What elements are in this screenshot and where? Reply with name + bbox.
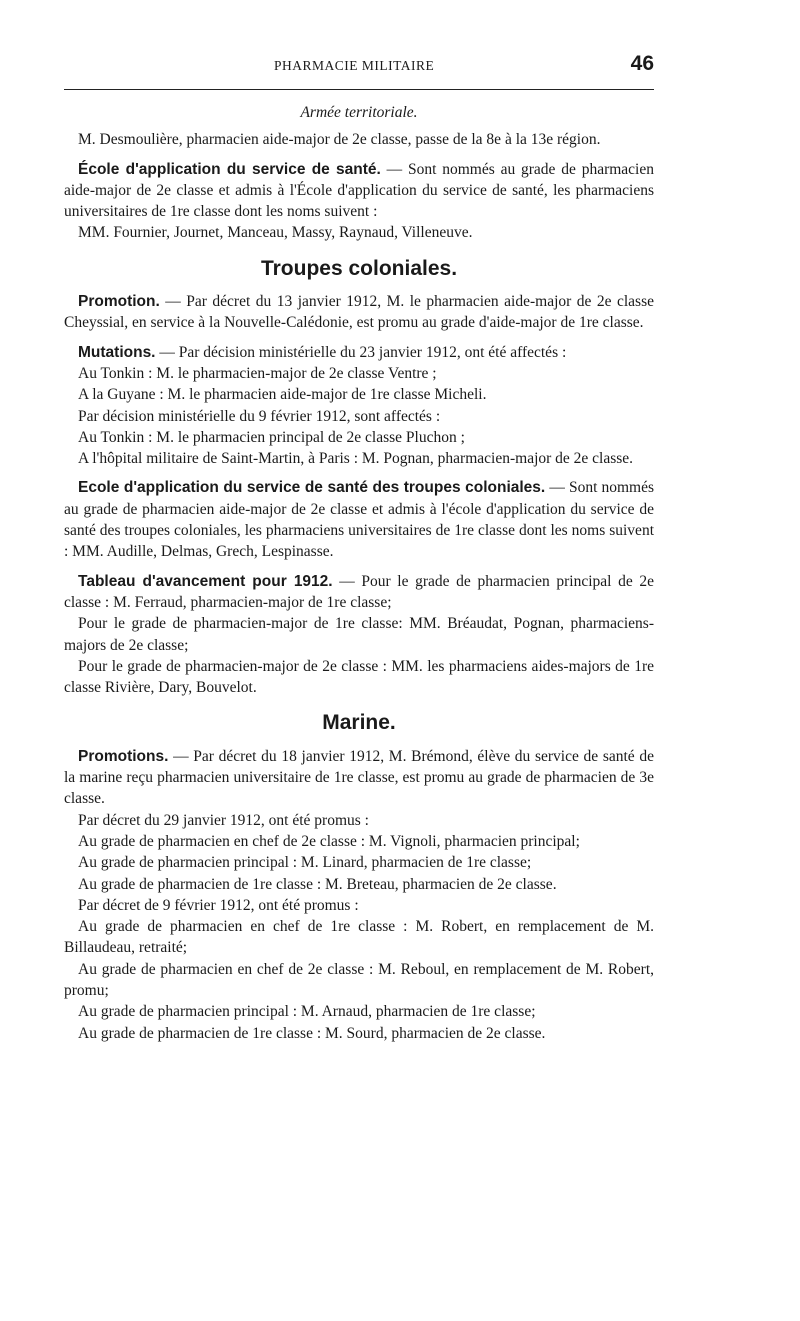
paragraph: École d'application du service de santé. — Sont nommés au grade de pharmacien aide-major de 2e classe et admis à l'École d'application du service de santé, les pharmaciens universitaires de 1re classe dont les noms suivent :: [64, 160, 654, 221]
list-item: Au grade de pharmacien de 1re classe : M. Sourd, pharmacien de 2e classe.: [78, 1024, 546, 1042]
page-body: [64, 100, 654, 1044]
paragraph-heading: Ecole d'application du service de santé des troupes coloniales.: [78, 479, 546, 497]
names-list: MM. Fournier, Journet, Manceau, Massy, Raynaud, Villeneuve.: [78, 224, 473, 242]
paragraph: M. Desmoulière, pharmacien aide-major de 2e classe, passe de la 8e à la 13e région.: [78, 131, 601, 149]
section-title-marine: Marine.: [322, 711, 396, 735]
paragraph-heading: Promotions.: [78, 747, 169, 765]
header-rule: [64, 89, 654, 90]
running-title: PHARMACIE MILITAIRE: [274, 58, 435, 73]
paragraph: Promotion. — Par décret du 13 janvier 1912, M. le pharmacien aide-major de 2e classe Cheyssial, en service à la Nouvelle-Calédonie, est promu au grade d'aide-major de 1re classe.: [64, 293, 654, 332]
list-item: Au grade de pharmacien en chef de 2e classe : M. Reboul, en remplacement de M. Robert, promu;: [64, 960, 654, 999]
list-item: Pour le grade de pharmacien-major de 2e classe : MM. les pharmaciens aides-majors de 1re classe Rivière, Dary, Bouvelot.: [64, 657, 654, 697]
list-item: Par décret du 29 janvier 1912, ont été promus :: [78, 811, 369, 829]
paragraph: Tableau d'avancement pour 1912. — Pour le grade de pharmacien principal de 2e classe : M. Ferraud, pharmacien-major de 1re classe;: [64, 572, 654, 611]
list-item: Au Tonkin : M. le pharmacien-major de 2e classe Ventre ;: [78, 364, 437, 382]
paragraph: Promotions. — Par décret du 18 janvier 1912, M. Brémond, élève du service de santé de la marine reçu pharmacien universitaire de 1re classe, est promu au grade de pharmacien de 3e classe.: [64, 747, 654, 808]
paragraph-heading: École d'application du service de santé.: [78, 160, 381, 178]
page-number: 46: [630, 52, 654, 75]
list-item: Pour le grade de pharmacien-major de 1re classe: MM. Bréaudat, Pognan, pharmaciens-majors de 2e classe;: [64, 615, 654, 654]
list-item: A l'hôpital militaire de Saint-Martin, à Paris : M. Pognan, pharmacien-major de 2e classe.: [78, 450, 634, 468]
paragraph: Ecole d'application du service de santé des troupes coloniales. — Sont nommés au grade de pharmacien aide-major de 2e classe et admis à l'école d'application du service de santé des troupes coloniales, les pharmaciens universitaires de 1re classe dont les noms suivent : MM. Audille, Delmas, Grech, Lespinasse.: [64, 479, 655, 561]
list-item: A la Guyane : M. le pharmacien aide-major de 1re classe Micheli.: [78, 386, 487, 404]
list-item: Au grade de pharmacien en chef de 2e classe : M. Vignoli, pharmacien principal;: [78, 832, 580, 850]
list-item: Au grade de pharmacien en chef de 1re classe : M. Robert, en remplacement de M. Billaudeau, retraité;: [64, 918, 654, 957]
page-header: [64, 52, 654, 82]
list-item: Au Tonkin : M. le pharmacien principal de 2e classe Pluchon ;: [78, 428, 465, 446]
list-item: Au grade de pharmacien de 1re classe : M. Breteau, pharmacien de 2e classe.: [78, 875, 557, 893]
list-item: Au grade de pharmacien principal : M. Arnaud, pharmacien de 1re classe;: [78, 1003, 536, 1021]
section-subtitle-armee: Armée territoriale.: [300, 104, 418, 121]
paragraph: Mutations. — Par décision ministérielle du 23 janvier 1912, ont été affectés :: [78, 343, 567, 361]
paragraph-heading: Mutations.: [78, 343, 156, 361]
paragraph-heading: Promotion.: [78, 293, 160, 311]
section-title-coloniales: Troupes coloniales.: [260, 256, 458, 280]
list-item: Par décision ministérielle du 9 février 1912, sont affectés :: [78, 407, 441, 425]
list-item: Au grade de pharmacien principal : M. Linard, pharmacien de 1re classe;: [78, 854, 532, 872]
paragraph-heading: Tableau d'avancement pour 1912.: [78, 572, 333, 590]
list-item: Par décret de 9 février 1912, ont été promus :: [78, 896, 359, 914]
